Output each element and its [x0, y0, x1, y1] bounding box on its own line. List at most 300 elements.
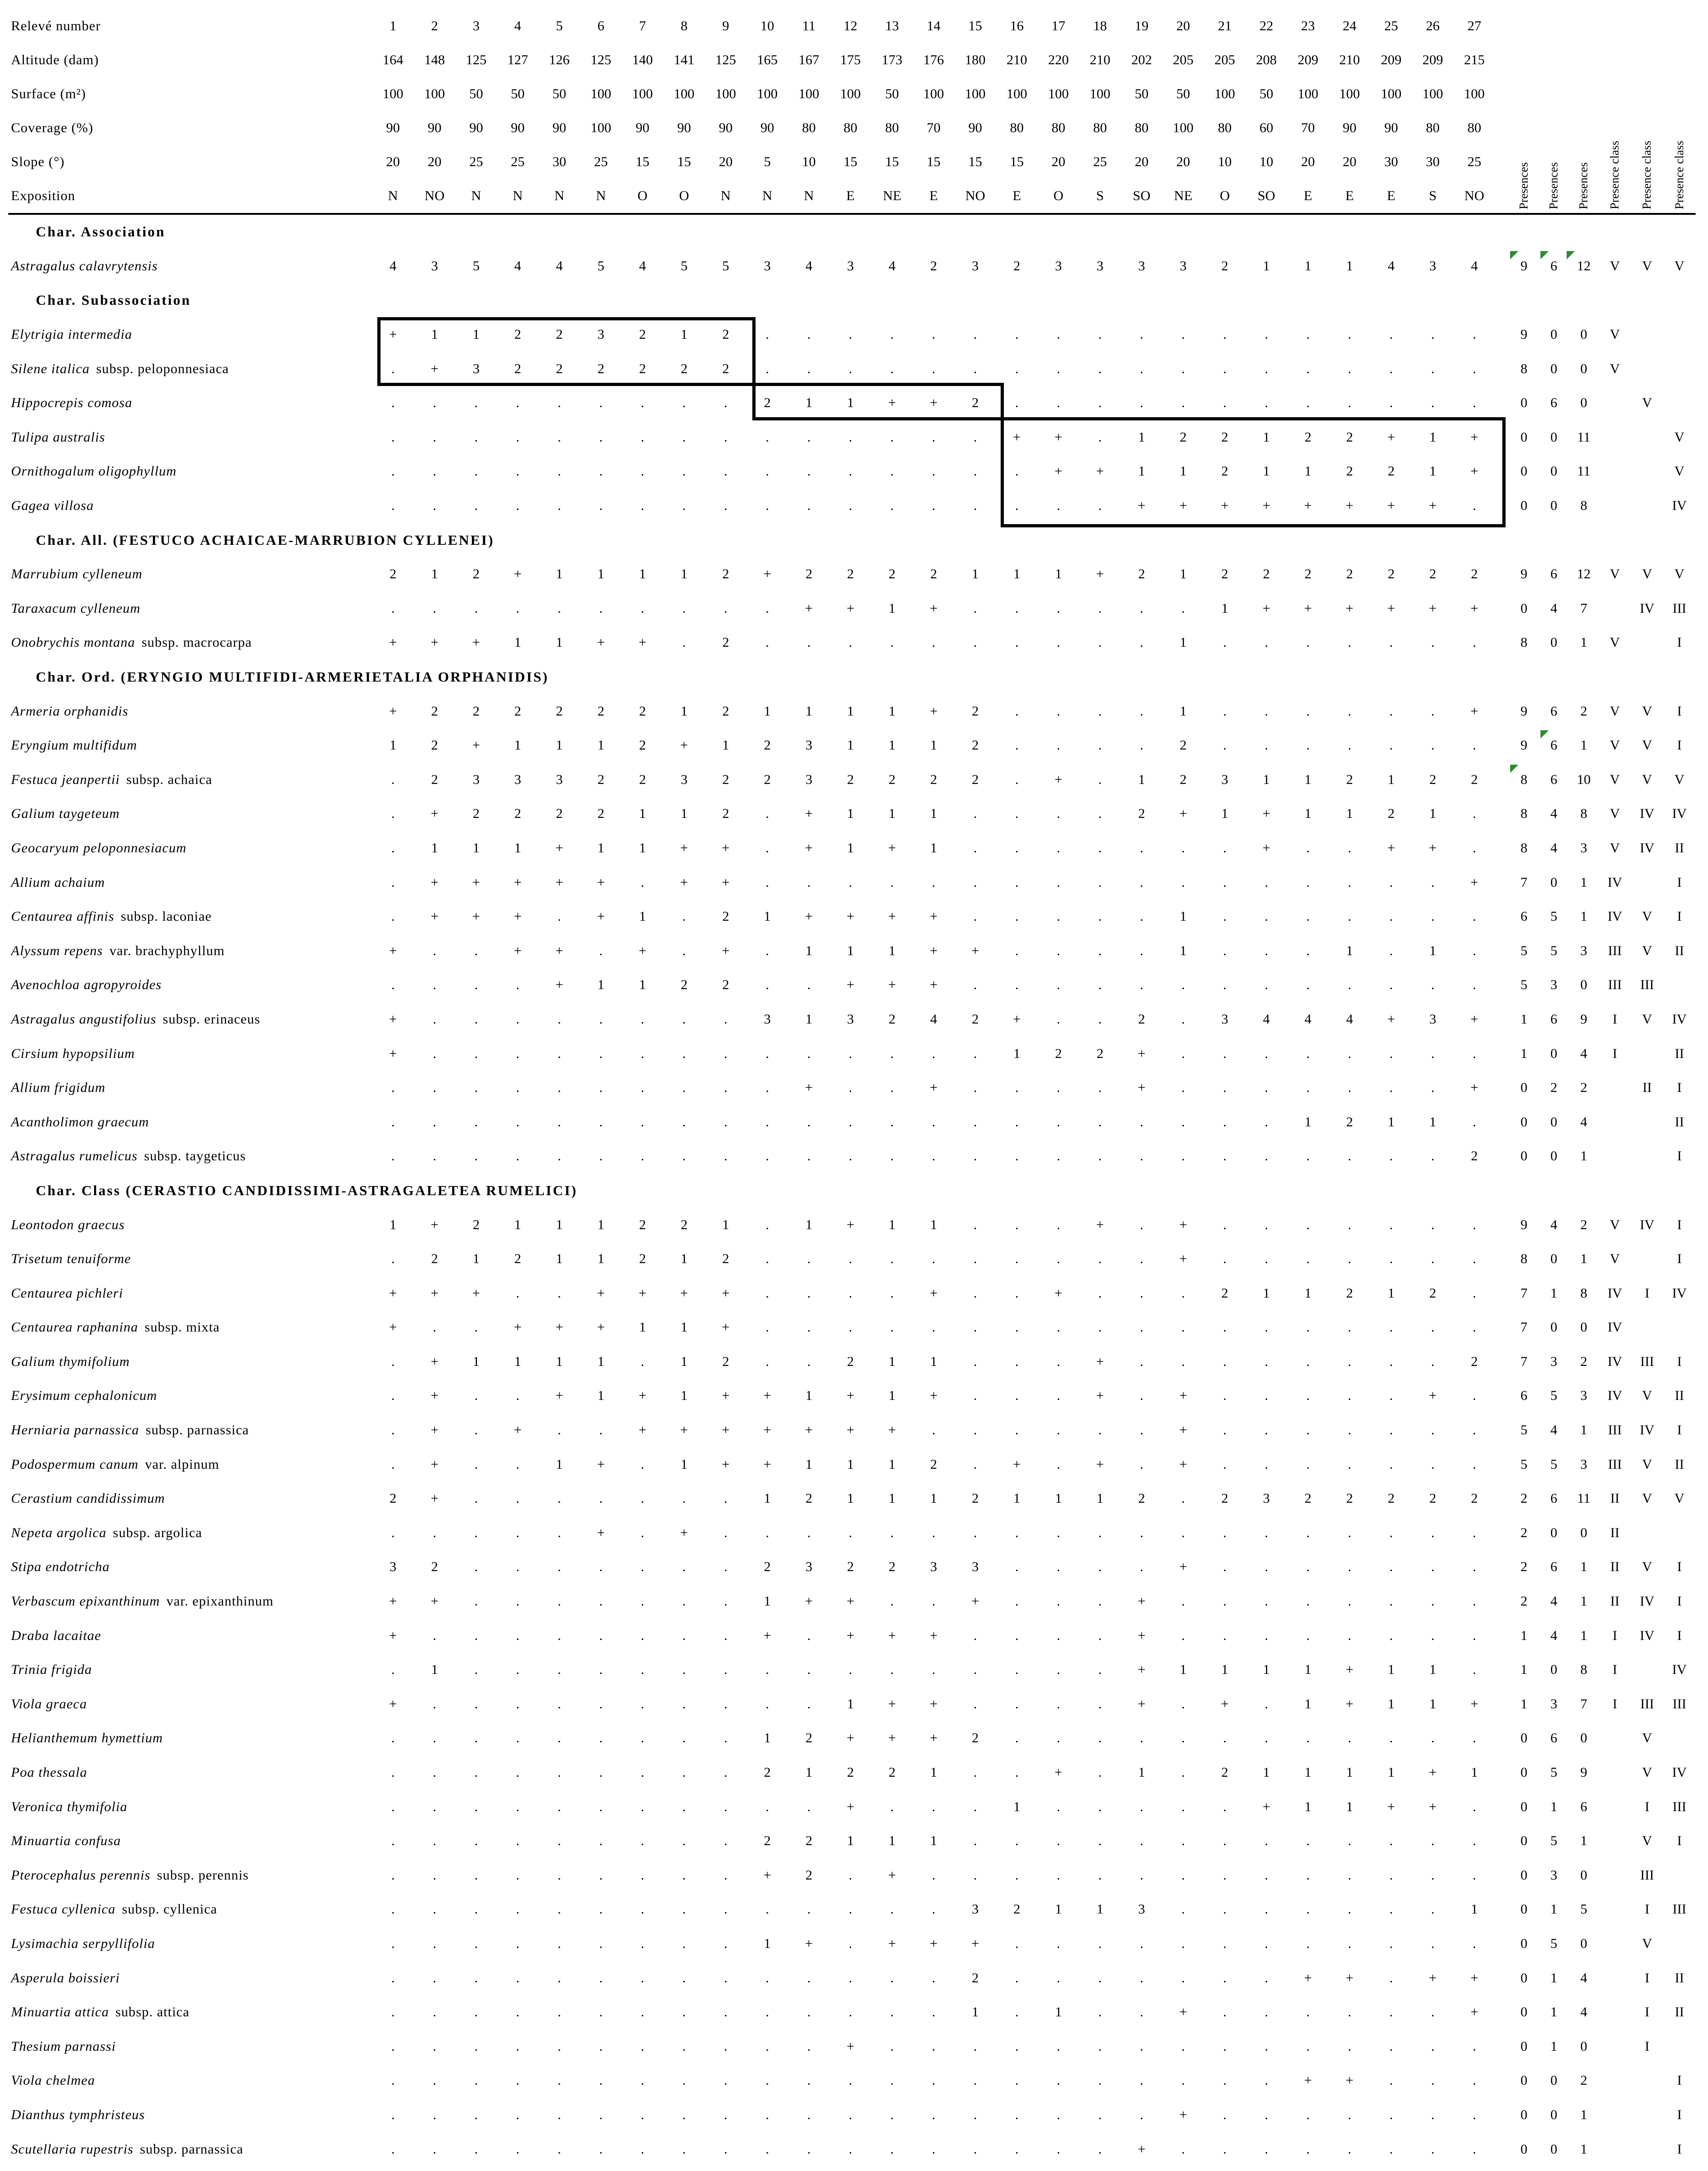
presence-value: 1: [1580, 1833, 1587, 1849]
cover-value: 1: [680, 703, 688, 719]
cover-value: .: [474, 943, 478, 958]
cover-value: 1: [847, 806, 854, 822]
presence-count: [1539, 1379, 1569, 1413]
cover-value: 1: [597, 1217, 605, 1232]
cover-value: .: [1015, 772, 1019, 787]
presence-value: 1: [1580, 1422, 1587, 1438]
cover-value: .: [724, 1148, 728, 1164]
cover-value: .: [1057, 703, 1060, 719]
presence-class: III: [1672, 1696, 1686, 1712]
species-binomial: Stipa endotricha: [11, 1559, 110, 1575]
cover-value: 1: [556, 1354, 563, 1369]
header-cell: 15: [885, 154, 899, 169]
cover-value: 2: [764, 1559, 771, 1575]
presence-value: 1: [1580, 635, 1587, 650]
cover-value: 2: [1221, 1491, 1228, 1506]
cover-value: .: [1431, 1354, 1435, 1369]
presence-class: IV: [1640, 600, 1655, 616]
cover-value: 2: [680, 1217, 688, 1232]
presence-class: IV: [1672, 806, 1687, 822]
cover-value: +: [805, 1422, 813, 1438]
cover-value: .: [1140, 1936, 1143, 1951]
cover-value: .: [682, 1765, 686, 1780]
presence-value: 4: [1580, 1114, 1587, 1130]
presence-class: IV: [1640, 840, 1655, 856]
cover-value: .: [1098, 874, 1102, 890]
cover-value: 1: [1180, 566, 1187, 582]
cover-value: .: [1389, 1902, 1393, 1917]
cover-value: .: [1223, 1217, 1227, 1232]
cover-value: .: [1389, 1936, 1393, 1951]
cover-value: +: [1470, 2004, 1478, 2020]
cover-value: 2: [805, 566, 812, 582]
spacer-cell: [1495, 1550, 1509, 1584]
cover-value: .: [1431, 1594, 1435, 1609]
presence-count: [1539, 454, 1569, 489]
presence-class: [1599, 489, 1631, 523]
cover-value: .: [474, 1833, 478, 1849]
cover-value: +: [1470, 1970, 1478, 1986]
cover-value: 3: [1429, 258, 1436, 274]
presence-value: 0: [1520, 1867, 1528, 1883]
cover-value: 4: [1388, 258, 1395, 274]
presence-value: 1: [1520, 1696, 1528, 1712]
spacer-cell: [1495, 318, 1509, 352]
cover-value: 2: [1138, 566, 1145, 582]
presence-count: [1539, 865, 1569, 900]
header-cell: 100: [757, 86, 778, 101]
cover-value: .: [1223, 635, 1227, 650]
header-cell: N: [538, 179, 580, 214]
cover-value: 2: [1180, 429, 1187, 445]
cover-value: 2: [1221, 429, 1228, 445]
cover-value: +: [514, 909, 522, 924]
presence-value: 7: [1580, 1696, 1587, 1712]
presence-value: 0: [1580, 327, 1587, 342]
presence-value: 0: [1520, 395, 1528, 411]
cover-value: +: [431, 1354, 439, 1369]
cover-value: 1: [722, 738, 729, 753]
cover-value: .: [1431, 1046, 1435, 1061]
presence-count: [1509, 1379, 1539, 1413]
cover-value: 1: [805, 1456, 812, 1472]
cover-value: .: [1389, 2107, 1393, 2122]
presence-value: 0: [1550, 464, 1557, 479]
presence-count: [1539, 831, 1569, 866]
presence-class: [1631, 1105, 1663, 1139]
presence-count: [1539, 318, 1569, 352]
cover-value: .: [474, 1046, 478, 1061]
spacer-cell: [1495, 694, 1509, 728]
presence-value: 0: [1520, 2107, 1528, 2122]
presence-value: 0: [1520, 1833, 1528, 1849]
cover-value: .: [557, 1285, 561, 1301]
presence-count: [1539, 1858, 1569, 1893]
cover-value: 2: [972, 1730, 979, 1746]
cover-value: .: [391, 1080, 395, 1096]
cover-value: .: [1181, 2073, 1185, 2088]
cover-value: 1: [680, 806, 688, 822]
species-binomial: Minuartia attica: [11, 2004, 109, 2020]
cover-value: .: [432, 2038, 437, 2054]
cover-value: 3: [764, 1011, 771, 1027]
cover-value: .: [474, 600, 478, 616]
header-cell: 100: [590, 120, 611, 135]
cover-value: 1: [556, 635, 563, 650]
cover-value: 1: [847, 1833, 854, 1849]
cover-value: .: [1306, 2004, 1310, 2020]
cover-value: .: [973, 1217, 977, 1232]
header-cell: 90: [427, 120, 442, 135]
cover-value: +: [1096, 1456, 1104, 1472]
cover-value: .: [849, 874, 852, 890]
cover-value: .: [1306, 909, 1310, 924]
cover-value: .: [724, 2073, 728, 2088]
presence-class: I: [1677, 1628, 1682, 1643]
cover-value: +: [597, 1456, 605, 1472]
presence-class: V: [1642, 1388, 1652, 1404]
cover-value: 2: [764, 1833, 771, 1849]
cover-value: .: [1306, 1320, 1310, 1335]
presence-value: 4: [1550, 1628, 1557, 1643]
cover-value: .: [641, 1491, 644, 1506]
presence-class: [1599, 2064, 1631, 2098]
cover-value: 1: [556, 738, 563, 753]
cover-value: .: [724, 600, 728, 616]
cover-value: .: [765, 1696, 769, 1712]
cover-value: .: [474, 464, 478, 479]
cover-value: +: [888, 1696, 896, 1712]
header-cell: 90: [552, 120, 566, 135]
cover-value: .: [932, 1422, 935, 1438]
cover-value: .: [932, 1799, 935, 1814]
cover-value: .: [1306, 1456, 1310, 1472]
species-name: [8, 728, 372, 763]
presence-count: [1539, 592, 1569, 626]
cover-value: 1: [1055, 1902, 1062, 1917]
cover-value: .: [1223, 1799, 1227, 1814]
cover-value: .: [890, 2038, 894, 2054]
cover-value: .: [1306, 1525, 1310, 1540]
cover-value: +: [722, 874, 730, 890]
species-name: [8, 1379, 372, 1413]
cover-value: .: [1306, 2141, 1310, 2157]
cover-value: +: [1304, 498, 1312, 514]
cover-value: +: [1137, 1080, 1146, 1096]
cover-value: .: [1473, 806, 1476, 822]
presence-value: 8: [1580, 1662, 1587, 1678]
cover-value: .: [1389, 1559, 1393, 1575]
species-row: [8, 2098, 1696, 2132]
presence-value: 0: [1520, 2073, 1528, 2088]
cover-value: .: [1223, 909, 1227, 924]
species-row: [8, 1858, 1696, 1893]
cover-value: .: [682, 395, 686, 411]
cover-value: .: [1306, 1936, 1310, 1951]
presence-value: 1: [1580, 2141, 1587, 2157]
spacer-cell: [1495, 865, 1509, 900]
cover-value: .: [1057, 1799, 1060, 1814]
presence-class: [1631, 454, 1663, 489]
cover-value: .: [391, 2004, 395, 2020]
header-cell: 3: [472, 18, 480, 34]
cover-value: .: [1057, 1628, 1060, 1643]
presence-count: [1509, 1721, 1539, 1756]
presence-count: [1539, 1790, 1569, 1824]
header-cell: 100: [1298, 86, 1318, 101]
species-row: [8, 763, 1696, 797]
cover-value: .: [724, 1799, 728, 1814]
cover-value: +: [1054, 1285, 1063, 1301]
presence-count: [1569, 728, 1599, 763]
cover-value: 2: [847, 1765, 854, 1780]
presence-count: [1509, 592, 1539, 626]
cover-value: .: [849, 1525, 852, 1540]
cover-value: .: [599, 2107, 603, 2122]
cover-value: .: [432, 1799, 437, 1814]
species-name: [8, 489, 372, 523]
cover-value: .: [599, 1594, 603, 1609]
spacer-cell: [1495, 489, 1509, 523]
cover-value: 2: [805, 1833, 812, 1849]
header-cell: 100: [1006, 86, 1027, 101]
cover-value: 4: [805, 258, 812, 274]
cover-value: .: [1348, 1217, 1351, 1232]
cover-value: .: [432, 1765, 437, 1780]
cover-value: .: [765, 2038, 769, 2054]
cover-value: .: [682, 1730, 686, 1746]
presence-value: 1: [1520, 1046, 1528, 1061]
species-name: [8, 1721, 372, 1756]
cover-value: .: [1389, 909, 1393, 924]
presence-count: [1509, 797, 1539, 831]
cover-value: 1: [847, 395, 854, 411]
cover-value: 4: [1346, 1011, 1353, 1027]
header-cell: 80: [1051, 120, 1065, 135]
cover-value: .: [1431, 909, 1435, 924]
cover-value: .: [1140, 600, 1143, 616]
cover-value: 1: [472, 1354, 480, 1369]
cover-value: 1: [597, 1251, 605, 1267]
species-binomial: Viola chelmea: [11, 2073, 95, 2088]
presence-count: [1509, 626, 1539, 660]
cover-value: .: [1306, 1251, 1310, 1267]
presence-value: 9: [1520, 738, 1528, 753]
species-binomial: Trisetum tenuiforme: [11, 1251, 131, 1267]
header-cell: 220: [1048, 52, 1069, 67]
presence-class: [1631, 318, 1663, 352]
cover-value: .: [1057, 1011, 1060, 1027]
presence-class: V: [1642, 1936, 1652, 1951]
cover-value: 2: [1388, 1491, 1395, 1506]
cover-value: .: [474, 2004, 478, 2020]
summary-header: [1631, 9, 1663, 214]
cover-value: 1: [930, 1765, 937, 1780]
cover-value: .: [932, 1902, 935, 1917]
presence-count: [1539, 797, 1569, 831]
cover-value: +: [763, 1422, 772, 1438]
cover-value: .: [474, 1730, 478, 1746]
spacer-cell: [1495, 249, 1509, 284]
cover-value: 2: [639, 327, 646, 342]
species-binomial: Hippocrepis comosa: [11, 395, 133, 411]
cover-value: .: [765, 1080, 769, 1096]
header-cell: 15: [968, 18, 982, 34]
presence-class: III: [1672, 1799, 1686, 1814]
presence-value: 0: [1550, 1525, 1557, 1540]
cover-value: .: [641, 1970, 644, 1986]
cover-value: .: [557, 1148, 561, 1164]
cover-value: .: [1473, 1388, 1476, 1404]
cover-value: .: [932, 464, 935, 479]
presence-class: IV: [1640, 1628, 1655, 1643]
cover-value: .: [599, 1080, 603, 1096]
cover-value: .: [1057, 977, 1060, 993]
cover-value: .: [391, 600, 395, 616]
cover-value: +: [389, 1594, 397, 1609]
cover-value: .: [391, 361, 395, 376]
cover-value: 2: [930, 258, 937, 274]
species-row: [8, 1413, 1696, 1448]
presence-count: [1539, 1687, 1569, 1722]
cover-value: .: [1389, 361, 1393, 376]
cover-value: .: [391, 1388, 395, 1404]
cover-value: 1: [847, 1491, 854, 1506]
cover-value: .: [1098, 1422, 1102, 1438]
species-name: [8, 592, 372, 626]
cover-value: +: [1013, 1456, 1021, 1472]
cover-value: 1: [1305, 1662, 1311, 1678]
cover-value: .: [1265, 1456, 1268, 1472]
cover-value: .: [1140, 395, 1143, 411]
header-cell: 202: [1131, 52, 1152, 67]
cover-value: .: [973, 1662, 977, 1678]
cover-value: 3: [805, 738, 812, 753]
cover-value: 1: [764, 1936, 771, 1951]
cover-value: 1: [597, 566, 605, 582]
cover-value: .: [391, 1936, 395, 1951]
presence-class: V: [1610, 1251, 1620, 1267]
cover-value: .: [1431, 1902, 1435, 1917]
cover-value: .: [557, 1080, 561, 1096]
presence-count: [1509, 1345, 1539, 1379]
presence-count: [1509, 1002, 1539, 1037]
cover-value: .: [1306, 1730, 1310, 1746]
presence-class: [1663, 1310, 1696, 1345]
presence-value: 8: [1580, 1285, 1587, 1301]
presence-class: [1663, 318, 1696, 352]
cover-value: .: [1140, 1217, 1143, 1232]
cover-value: .: [641, 1765, 644, 1780]
cover-value: 1: [680, 327, 688, 342]
cover-value: .: [890, 1148, 894, 1164]
cover-value: .: [682, 635, 686, 650]
cover-value: +: [389, 635, 397, 650]
cover-value: .: [1057, 498, 1060, 514]
presence-value: 0: [1550, 327, 1557, 342]
presence-count: [1509, 557, 1539, 592]
cover-value: .: [557, 395, 561, 411]
cover-value: .: [849, 1662, 852, 1678]
cover-value: 1: [930, 1354, 937, 1369]
presence-value: 4: [1580, 2004, 1587, 2020]
cover-value: .: [890, 464, 894, 479]
cover-value: .: [890, 1970, 894, 1986]
cover-value: .: [973, 977, 977, 993]
cover-value: +: [514, 566, 522, 582]
cover-value: .: [391, 874, 395, 890]
cover-value: +: [971, 1936, 980, 1951]
cover-value: +: [888, 1628, 896, 1643]
cover-value: 2: [1429, 1285, 1436, 1301]
cover-value: .: [1181, 361, 1185, 376]
cover-value: .: [932, 1320, 935, 1335]
cover-value: .: [1223, 2073, 1227, 2088]
cover-value: .: [641, 1456, 644, 1472]
cover-value: .: [516, 1696, 520, 1712]
cover-value: .: [557, 1594, 561, 1609]
cover-value: .: [1306, 1046, 1310, 1061]
cover-value: .: [1181, 840, 1185, 856]
cover-value: .: [599, 1867, 603, 1883]
cover-value: .: [1015, 738, 1019, 753]
cover-value: .: [1306, 1354, 1310, 1369]
presence-count: [1539, 626, 1569, 660]
cover-value: .: [641, 1594, 644, 1609]
cover-value: .: [599, 2141, 603, 2157]
cover-value: .: [807, 1696, 811, 1712]
cover-value: .: [1265, 1525, 1268, 1540]
cover-value: .: [890, 1080, 894, 1096]
cover-value: .: [516, 1148, 520, 1164]
cover-value: .: [557, 1559, 561, 1575]
cover-value: 2: [847, 566, 854, 582]
cover-value: .: [1181, 2141, 1185, 2157]
cover-value: .: [599, 943, 603, 958]
species-row: [8, 968, 1696, 1002]
cover-value: 2: [805, 1730, 812, 1746]
cover-value: 3: [472, 772, 480, 787]
cover-value: .: [1473, 2107, 1476, 2122]
presence-class: V: [1642, 738, 1652, 753]
presence-count: [1569, 318, 1599, 352]
cover-value: .: [1306, 1217, 1310, 1232]
presence-count: [1539, 1618, 1569, 1653]
cover-value: +: [1137, 1628, 1146, 1643]
header-cell: 90: [718, 120, 733, 135]
cover-value: 1: [431, 840, 438, 856]
cover-value: .: [724, 1730, 728, 1746]
species-rank: subsp. perennis: [157, 1867, 249, 1883]
cover-value: .: [1306, 635, 1310, 650]
presence-class: [1599, 2029, 1631, 2064]
cover-value: +: [597, 1320, 605, 1335]
cover-value: 2: [1221, 1765, 1228, 1780]
cover-value: .: [1389, 1251, 1393, 1267]
cover-value: .: [765, 1285, 769, 1301]
cover-value: 2: [472, 1217, 480, 1232]
presence-count: [1569, 1961, 1599, 1995]
cover-value: .: [849, 2107, 852, 2122]
cover-value: 2: [514, 361, 521, 376]
spacer-cell: [1495, 1276, 1509, 1310]
cover-value: .: [973, 2141, 977, 2157]
cover-value: .: [1473, 498, 1476, 514]
species-name: [8, 318, 372, 352]
cover-value: .: [1181, 1525, 1185, 1540]
cover-value: .: [516, 498, 520, 514]
cover-value: 2: [930, 772, 937, 787]
